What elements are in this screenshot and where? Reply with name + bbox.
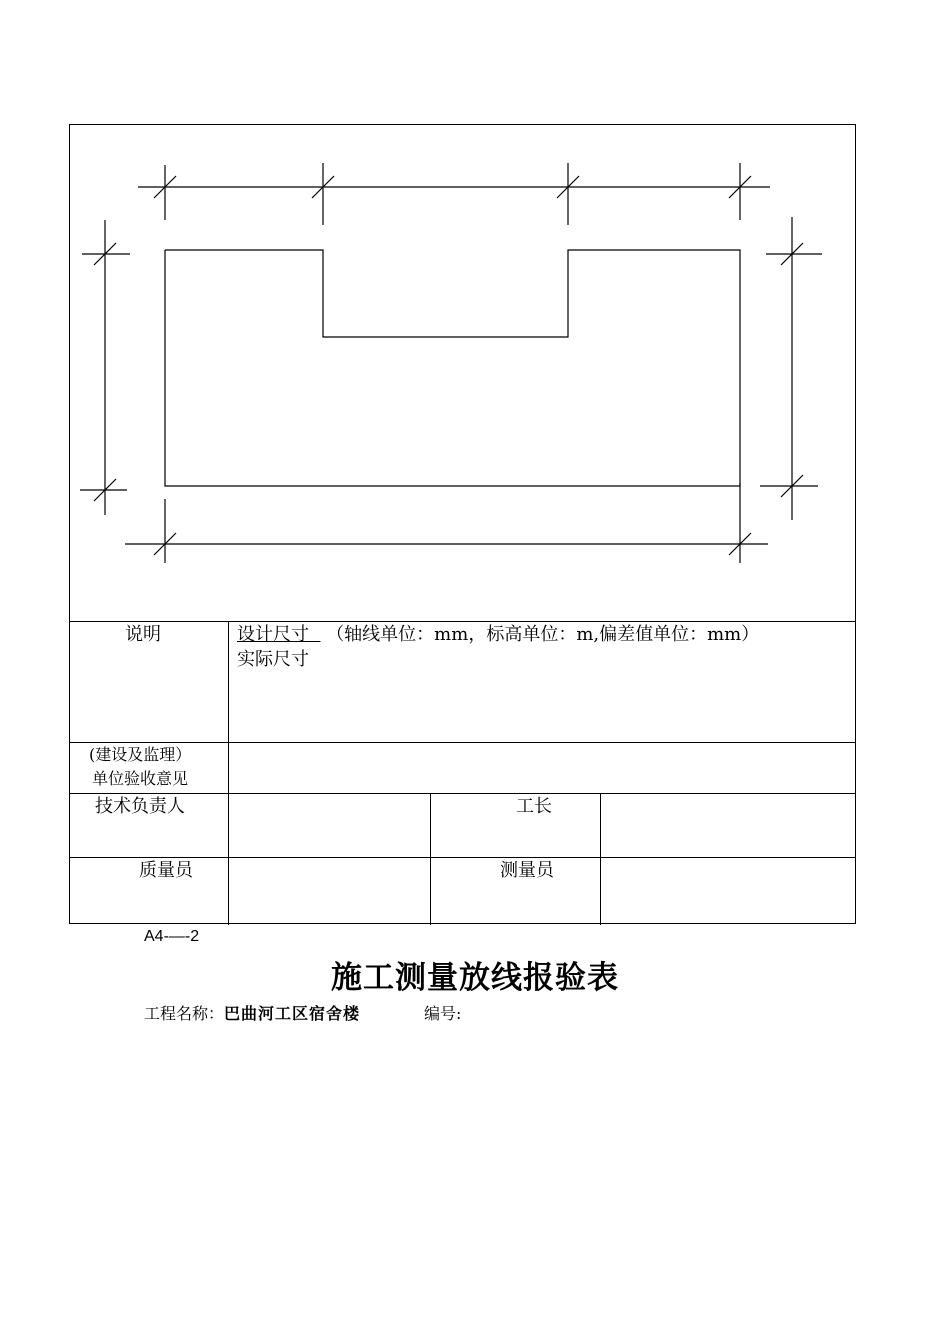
project-name: 巴曲河工区宿舍楼 <box>224 1004 361 1023</box>
foreman-field[interactable] <box>604 796 852 854</box>
units-note: （轴线单位：mm，标高单位：m,偏差值单位：mm） <box>326 624 760 645</box>
survey-form-table <box>69 124 856 924</box>
acceptance-opinion-field[interactable] <box>250 744 840 788</box>
tech-lead-label: 技术负责人 <box>95 796 185 817</box>
acceptance-label-line2: 单位验收意见 <box>92 769 189 788</box>
form-code: A4-—-2 <box>144 928 200 945</box>
design-size-text: 设计尺寸 <box>237 624 309 645</box>
design-size-label <box>237 624 759 646</box>
note-label: 说明 <box>125 624 161 645</box>
foreman-label: 工长 <box>516 796 552 817</box>
project-label: 工程名称： <box>144 1004 225 1023</box>
quality-label: 质量员 <box>139 860 193 881</box>
tech-lead-field[interactable] <box>232 796 424 854</box>
surveyor-field[interactable] <box>604 860 852 920</box>
layout-drawing <box>70 125 857 622</box>
number-label: 编号: <box>424 1004 462 1023</box>
acceptance-label-line1: (建设及监理） <box>89 745 192 764</box>
page-title: 施工测量放线报验表 <box>331 960 619 996</box>
actual-size-label: 实际尺寸 <box>237 649 309 670</box>
quality-field[interactable] <box>232 860 424 920</box>
building-outline <box>165 250 740 486</box>
project-line <box>144 1001 461 1024</box>
surveyor-label: 测量员 <box>500 860 554 881</box>
